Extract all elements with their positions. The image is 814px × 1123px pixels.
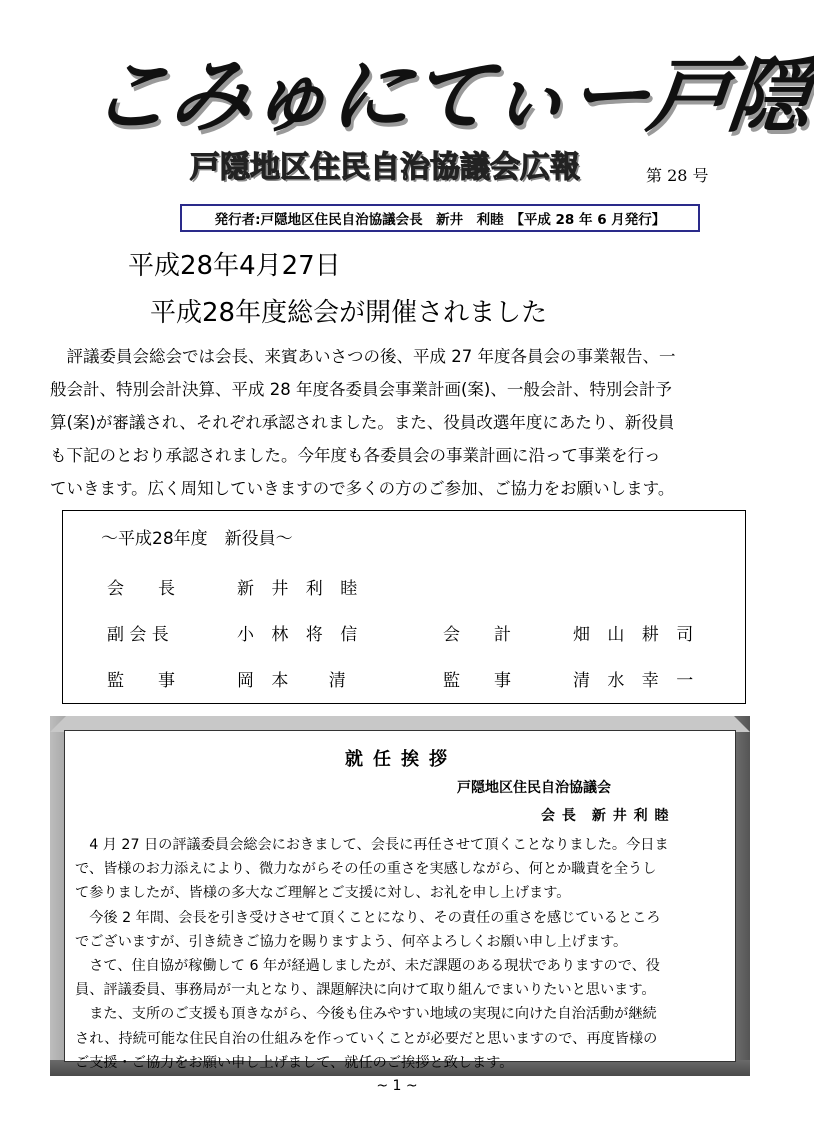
greeting-line: さて、住自協が稼働して 6 年が経過しましたが、未だ課題のある現状でありますので、役: [75, 957, 660, 974]
article-line: 算(案)が審議され、それぞれ承認されました。また、役員改選年度にあたり、新役員: [50, 413, 675, 432]
article-line: 般会計、特別会計決算、平成 28 年度各委員会事業計画(案)、一般会計、特別会計予: [50, 380, 672, 399]
greeting-line: でございますが、引き続きご協力を賜りますよう、何卒よろしくお願い申し上げます。: [75, 933, 628, 950]
officers-box: [62, 510, 746, 704]
greeting-line: され、持続可能な住民自治の仕組みを作っていくことが必要だと思いますので、再度皆様の: [75, 1030, 658, 1047]
greeting-line: 員、評議委員、事務局が一丸となり、課題解決に向けて取り組んでまいりたいと思います。: [75, 982, 656, 999]
greeting-organization: 戸隠地区住民自治協議会: [457, 780, 611, 796]
officer-name: 岡 本 清: [237, 671, 352, 691]
greeting-line: ご支援・ご協力をお願い申し上げまして、就任のご挨拶と致します。: [75, 1054, 514, 1071]
article-date: 平成28年4月27日: [128, 251, 341, 281]
greeting-frame: [50, 716, 750, 1076]
greeting-line: 今後 2 年間、会長を引き受けさせて頂くことになり、その責任の重さを感じているところ: [75, 909, 661, 926]
article-headline: 平成28年度総会が開催されました: [150, 298, 548, 328]
officer-role: 会 計: [443, 625, 511, 645]
article-line: 評議委員会総会では会長、来賓あいさつの後、平成 27 年度各員会の事業報告、一: [50, 347, 676, 366]
article-body: [50, 340, 746, 505]
page-number: ~ 1 ~: [376, 1078, 418, 1094]
officer-role: 副 会 長: [107, 625, 169, 645]
greeting-line: また、支所のご支援も頂きながら、今後も住みやすい地域の実現に向けた自治活動が継続: [75, 1006, 657, 1023]
greeting-box: [64, 730, 736, 1071]
article-line: ていきます。広く周知していきますので多くの方のご参加、ご協力をお願いします。: [50, 479, 675, 498]
greeting-line: で、皆様のお力添えにより、微力ながらその任の重さを実感しながら、何とか職責を全うし: [75, 861, 657, 878]
officer-name: 新 井 利 睦: [237, 579, 364, 599]
greeting-title: 就任挨拶: [345, 749, 457, 770]
officer-role: 会 長: [107, 579, 175, 599]
greeting-signature: 会 長 新 井 利 睦: [541, 808, 670, 824]
issue-number: 第 28 号: [646, 166, 709, 185]
officer-name: 畑 山 耕 司: [573, 625, 700, 645]
officer-name: 小 林 将 信: [237, 625, 364, 645]
officers-title: ～平成28年度 新役員～: [101, 529, 293, 549]
officer-name: 清 水 幸 一: [573, 671, 700, 691]
greeting-line: 4 月 27 日の評議委員会総会におきまして、会長に再任させて頂くことなりました。今日ま: [75, 837, 669, 853]
publisher-box: 発行者:戸隠地区住民自治協議会長 新井 利睦 【平成 28 年 6 月発行】: [180, 204, 700, 232]
masthead-title: こみゅにてぃー戸隠: [85, 49, 814, 144]
masthead-subtitle: 戸隠地区住民自治協議会広報: [190, 150, 580, 185]
greeting-line: て参りましたが、皆様の多大なご理解とご支援に対し、お礼を申し上げます。: [75, 885, 571, 902]
officer-role: 監 事: [107, 671, 175, 691]
article-line: も下記のとおり承認されました。今年度も各委員会の事業計画に沿って事業を行っ: [50, 446, 661, 465]
greeting-body: [75, 833, 729, 1075]
officer-role: 監 事: [443, 671, 511, 691]
